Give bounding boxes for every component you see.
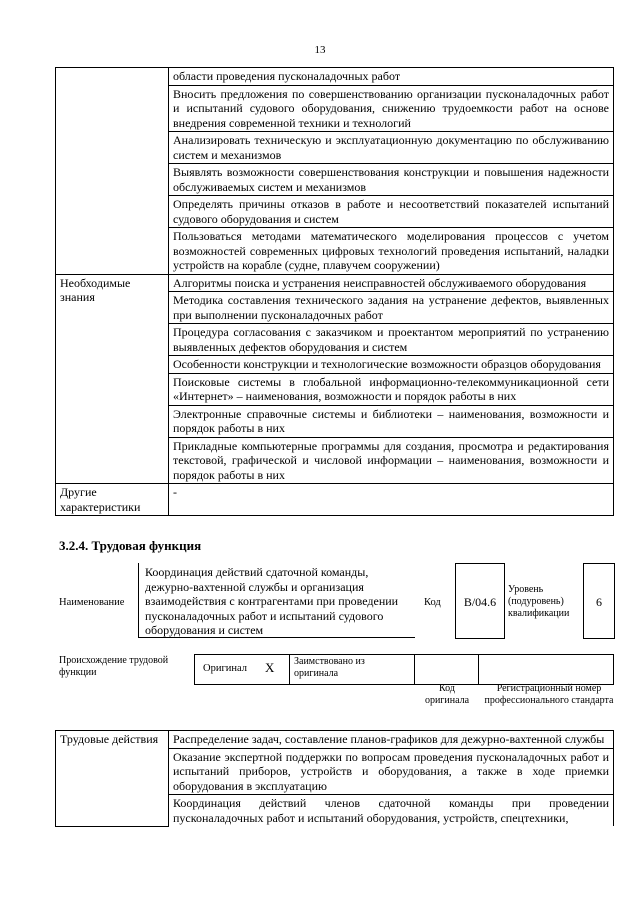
table-cell: Алгоритмы поиска и устранения неисправностей обслуживаемого оборудования: [169, 274, 614, 292]
row-label-other: Другие характеристики: [56, 484, 169, 516]
level-value: 6: [596, 595, 602, 609]
table-cell: Выявлять возможности совершенствования конструкции и повышения надежности обслуживаемых систем и механизмов: [169, 164, 614, 196]
table-cell: области проведения пусконаладочных работ: [169, 68, 614, 86]
table-cell: Оказание экспертной поддержки по вопросам проведения пусконаладочных работ и испытаний приборов, устройств и оборудования, а также в ходе приемки оборудования в эксплуатацию: [169, 748, 614, 795]
row-label-knowledge: Необходимые знания: [56, 274, 169, 484]
original-label: Оригинал: [203, 663, 247, 674]
skills-knowledge-table: [55, 67, 614, 516]
labor-actions-table: [55, 730, 614, 827]
page-number: 13: [314, 44, 326, 56]
row-label-actions: Трудовые действия: [56, 731, 169, 827]
table-cell: Вносить предложения по совершенствованию организации пусконаладочных работ и испытаний судового оборудования, снижению трудоемкости работ на основе внедрения современной техники и технологий: [169, 85, 614, 132]
code-box: [455, 563, 505, 639]
code-original-box: [414, 654, 479, 685]
table-cell: -: [169, 484, 614, 516]
reg-number-label: Регистрационный номер профессионального стандарта: [484, 683, 614, 706]
original-mark: X: [265, 660, 275, 675]
code-original-label: Код оригинала: [424, 683, 470, 706]
reg-number-box: [478, 654, 614, 685]
table-cell: Координация действий членов сдаточной команды при проведении пусконаладочных работ и испытаний оборудования, устройств, спецтехники,: [169, 795, 614, 827]
borrowed-label: Заимствовано из оригинала: [294, 656, 365, 679]
code-value: B/04.6: [463, 595, 497, 609]
row-label-empty: [56, 68, 169, 275]
name-box: [138, 563, 415, 638]
table-cell: Особенности конструкции и технологические возможности образцов оборудования: [169, 356, 614, 374]
table-cell: Определять причины отказов в работе и несоответствий показателей испытаний судового оборудования и систем: [169, 196, 614, 228]
borrowed-box: [288, 654, 415, 685]
name-value: Координация действий сдаточной команды, дежурно-вахтенной службы и организация взаимодействия с контрагентами при проведении пусконаладочных работ и испытаний судового оборудования и систем: [145, 565, 399, 637]
table-cell: Электронные справочные системы и библиотеки – наименования, возможности и порядок работы в них: [169, 405, 614, 437]
table-cell: Методика составления технического задания на устранение дефектов, выявленных при выполнении пусконаладочных работ: [169, 292, 614, 324]
table-cell: Распределение задач, составление планов-графиков для дежурно-вахтенной службы: [169, 731, 614, 749]
original-box: [194, 654, 290, 685]
section-heading: 3.2.4. Трудовая функция: [59, 538, 202, 553]
origin-label: Происхождение трудовой функции: [59, 655, 169, 678]
table-cell: Пользоваться методами математического моделирования процессов с учетом возможностей современных цифровых технологий проведения испытаний, наладки устройств на корабле (судне, плавучем сооружении): [169, 228, 614, 275]
level-box: [583, 563, 615, 639]
table-cell: Прикладные компьютерные программы для создания, просмотра и редактирования текстовой, графической и числовой информации – наименования, возможности и порядок работы в них: [169, 437, 614, 484]
table-cell: Анализировать техническую и эксплуатационную документацию по обслуживанию систем и механизмов: [169, 132, 614, 164]
table-cell: Процедура согласования с заказчиком и проектантом мероприятий по устранению выявленных дефектов оборудования и систем: [169, 324, 614, 356]
name-label: Наименование: [59, 597, 125, 608]
level-label: Уровень (подуровень) квалификации: [508, 584, 570, 619]
code-label: Код: [424, 597, 441, 608]
table-cell: Поисковые системы в глобальной информационно-телекоммуникационной сети «Интернет» – наименования, возможности и порядок работы в них: [169, 373, 614, 405]
